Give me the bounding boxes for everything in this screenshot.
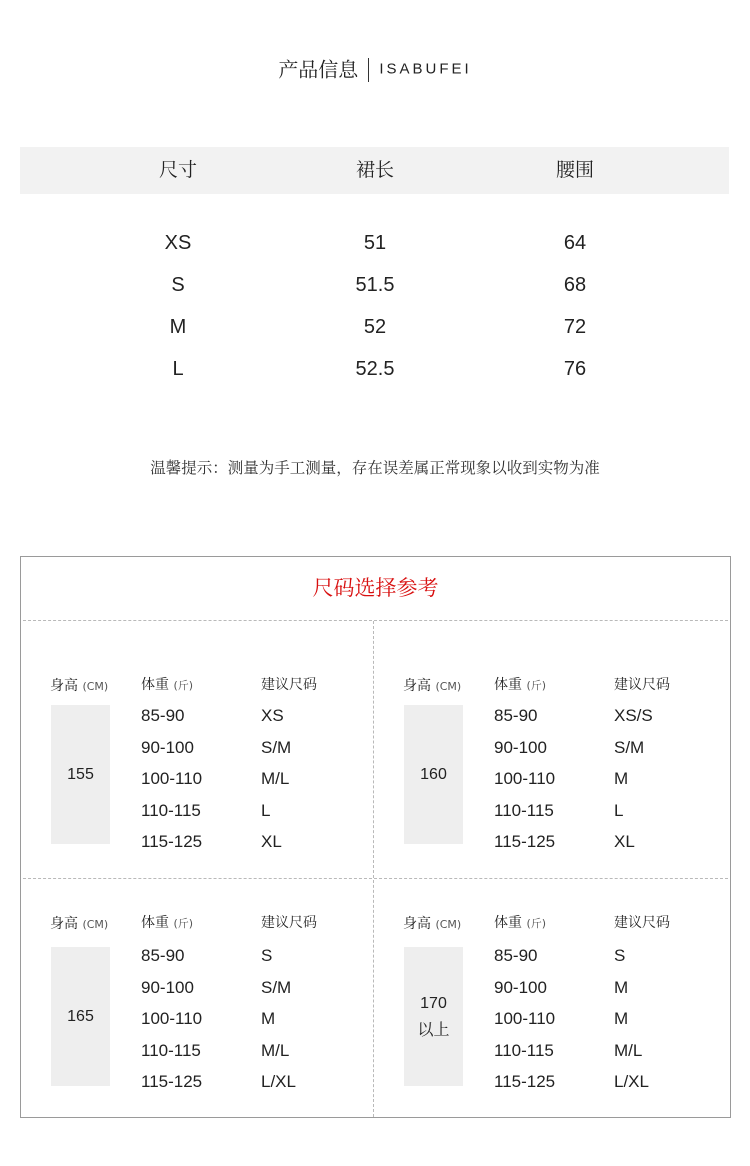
size-reference-panel [20, 556, 731, 1118]
suggested-size: M [261, 1009, 276, 1028]
suggested-size: L [261, 800, 271, 820]
weight-list [141, 940, 251, 1098]
size-list [261, 940, 361, 1098]
reference-block-165 [21, 879, 373, 1119]
label-height: 身高 (CM) [50, 916, 109, 932]
weight-range: 115-125 [494, 832, 556, 851]
weight-range: 110-115 [494, 800, 554, 820]
label-height: 身高 (CM) [50, 678, 109, 694]
suggested-size: XL [614, 832, 635, 851]
weight-range: 100-110 [494, 1009, 556, 1028]
suggested-size: M [614, 769, 629, 788]
label-suggested-size: 建议尺码 [614, 677, 670, 693]
weight-range: 110-115 [494, 1040, 554, 1060]
height-value: 160 [404, 705, 463, 844]
cell-size: L [172, 358, 184, 380]
page-title: 产品信息 [278, 57, 359, 82]
column-header-skirt-length: 裙长 [355, 159, 394, 181]
suggested-size: S/M [261, 977, 292, 997]
label-weight: 体重 (斤) [141, 677, 194, 693]
weight-range: 85-90 [494, 946, 538, 965]
label-height: 身高 (CM) [403, 916, 462, 932]
cell-size: XS [164, 232, 192, 254]
height-value: 170 以上 [404, 947, 463, 1086]
weight-range: 85-90 [141, 946, 185, 965]
reference-block-170-plus [374, 879, 726, 1119]
weight-range: 85-90 [494, 706, 538, 725]
column-header-waist: 腰围 [555, 159, 594, 181]
size-table-header [20, 147, 729, 194]
column-header-size: 尺寸 [158, 159, 197, 181]
suggested-size: L [614, 800, 624, 820]
height-value: 165 [51, 947, 110, 1086]
weight-range: 115-125 [141, 832, 203, 851]
weight-range: 90-100 [141, 977, 194, 997]
weight-range: 90-100 [494, 737, 547, 757]
cell-length: 51 [363, 232, 387, 254]
suggested-size: M/L [261, 769, 290, 788]
table-row [20, 348, 729, 390]
cell-waist: 76 [563, 358, 587, 380]
table-row [20, 222, 729, 264]
suggested-size: S [261, 946, 273, 965]
weight-range: 110-115 [141, 800, 201, 820]
suggested-size: M [614, 977, 629, 997]
table-row [20, 306, 729, 348]
suggested-size: XS/S [614, 706, 653, 725]
suggested-size: M/L [614, 1040, 643, 1060]
title-divider [368, 58, 369, 82]
weight-range: 100-110 [494, 769, 556, 788]
weight-list [494, 700, 604, 858]
reference-block-155 [21, 621, 373, 861]
label-suggested-size: 建议尺码 [261, 915, 317, 931]
reference-title: 尺码选择参考 [312, 576, 439, 600]
cell-waist: 64 [563, 232, 587, 254]
size-list [614, 940, 714, 1098]
cell-length: 51.5 [355, 274, 395, 296]
cell-waist: 68 [563, 274, 587, 296]
weight-list [141, 700, 251, 858]
cell-waist: 72 [563, 316, 587, 338]
suggested-size: XS [261, 706, 284, 725]
page-header [0, 54, 750, 84]
weight-range: 110-115 [141, 1040, 201, 1060]
suggested-size: M [614, 1009, 629, 1028]
cell-size: S [171, 274, 185, 296]
weight-range: 90-100 [141, 737, 194, 757]
suggested-size: M/L [261, 1040, 290, 1060]
label-weight: 体重 (斤) [494, 915, 547, 931]
size-list [261, 700, 361, 858]
weight-range: 85-90 [141, 706, 185, 725]
suggested-size: L/XL [261, 1072, 296, 1091]
label-weight: 体重 (斤) [141, 915, 194, 931]
label-weight: 体重 (斤) [494, 677, 547, 693]
suggested-size: XL [261, 832, 282, 851]
brand-name: ISABUFEI [379, 60, 472, 78]
reference-block-160 [374, 621, 726, 861]
suggested-size: S/M [614, 737, 645, 757]
weight-range: 115-125 [141, 1072, 203, 1091]
weight-range: 90-100 [494, 977, 547, 997]
height-value: 155 [51, 705, 110, 844]
cell-size: M [169, 316, 187, 338]
label-suggested-size: 建议尺码 [614, 915, 670, 931]
measurement-note: 温馨提示：测量为手工测量，存在误差属正常现象以收到实物为准 [150, 459, 600, 477]
label-height: 身高 (CM) [403, 678, 462, 694]
suggested-size: S/M [261, 737, 292, 757]
label-suggested-size: 建议尺码 [261, 677, 317, 693]
cell-length: 52.5 [355, 358, 395, 380]
suggested-size: L/XL [614, 1072, 649, 1091]
weight-range: 100-110 [141, 1009, 203, 1028]
weight-range: 100-110 [141, 769, 203, 788]
suggested-size: S [614, 946, 626, 965]
weight-range: 115-125 [494, 1072, 556, 1091]
table-row [20, 264, 729, 306]
weight-list [494, 940, 604, 1098]
size-list [614, 700, 714, 858]
cell-length: 52 [363, 316, 387, 338]
